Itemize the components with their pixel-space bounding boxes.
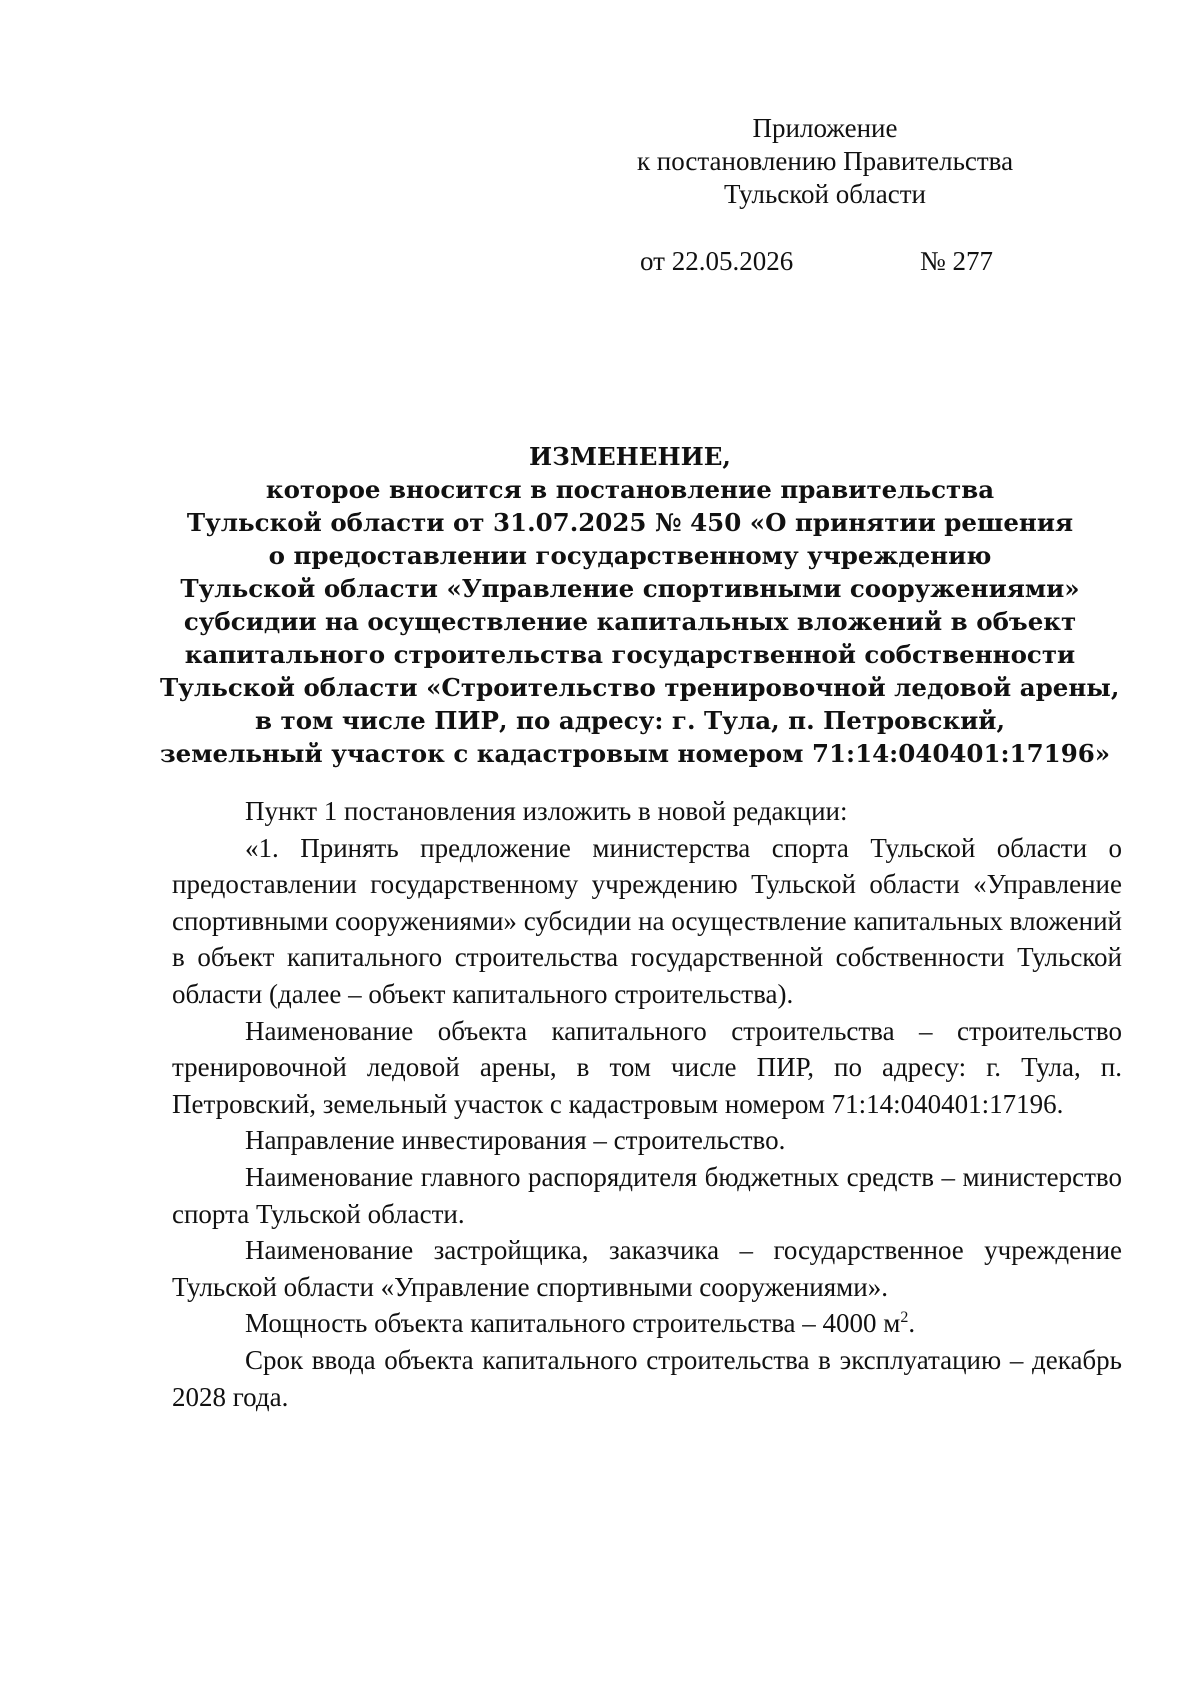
title-line: которое вносится в постановление правительства [265,475,995,504]
paragraph-intro: Пункт 1 постановления изложить в новой редакции: [245,796,848,826]
title-line: о предоставлении государственному учреждению [268,541,992,570]
capacity-text: Мощность объекта капитального строительства – 4000 м [245,1308,901,1339]
title-line: Тульской области «Строительство тренировочной ледовой арены, [160,673,1120,702]
paragraph-object-name: Наименование объекта капитального строительства – строительство тренировочной ледовой арены, в том числе ПИР, по адресу: г. Тула, п. Петровский, земельный участок с кадастровым номером 71:14:040401:17196. [172,1015,1122,1119]
title-heading: ИЗМЕНЕНИЕ, [529,442,731,471]
title-line: капитального строительства государственной собственности [184,640,1076,669]
annex-line-2: к постановлению Правительства [636,146,1014,176]
title-line: Тульской области «Управление спортивными сооружениями» [180,574,1080,603]
capacity-superscript: 2 [900,1309,909,1327]
paragraph-investment-direction: Направление инвестирования – строительство. [245,1125,786,1156]
document-body [172,793,1122,1415]
paragraph-commissioning-date: Срок ввода объекта капитального строительства в эксплуатацию – декабрь 2028 года. [172,1344,1122,1412]
paragraph-developer: Наименование застройщика, заказчика – государственное учреждение Тульской области «Управление спортивными сооружениями». [172,1235,1122,1302]
title-line: Тульской области от 31.07.2025 № 450 «О принятии решения [186,508,1074,537]
annex-number: № 277 [920,246,994,276]
annex-date: от 22.05.2026 [640,246,794,276]
title-line: в том числе ПИР, по адресу: г. Тула, п. Петровский, [254,706,1006,735]
paragraph-item-1: «1. Принять предложение министерства спорта Тульской области о предоставлении государственному учреждению Тульской области «Управление спортивными сооружениями» субсидии на осуществление капитальных вложений в объект капитального строительства государственной собственности Тульской области (далее – объект капитального строительства). [172,832,1122,1009]
paragraph-capacity [172,1305,1122,1342]
annex-line-1: Приложение [752,113,898,143]
capacity-end: . [908,1308,916,1339]
document-title [160,440,1120,770]
paragraph-budget-manager: Наименование главного распорядителя бюджетных средств – министерство спорта Тульской области. [172,1161,1122,1229]
title-line: земельный участок с кадастровым номером 71:14:040401:17196» [160,739,1111,768]
annex-header [590,112,1060,211]
title-line: субсидии на осуществление капитальных вложений в объект [183,607,1077,636]
annex-line-3: Тульской области [724,179,926,209]
